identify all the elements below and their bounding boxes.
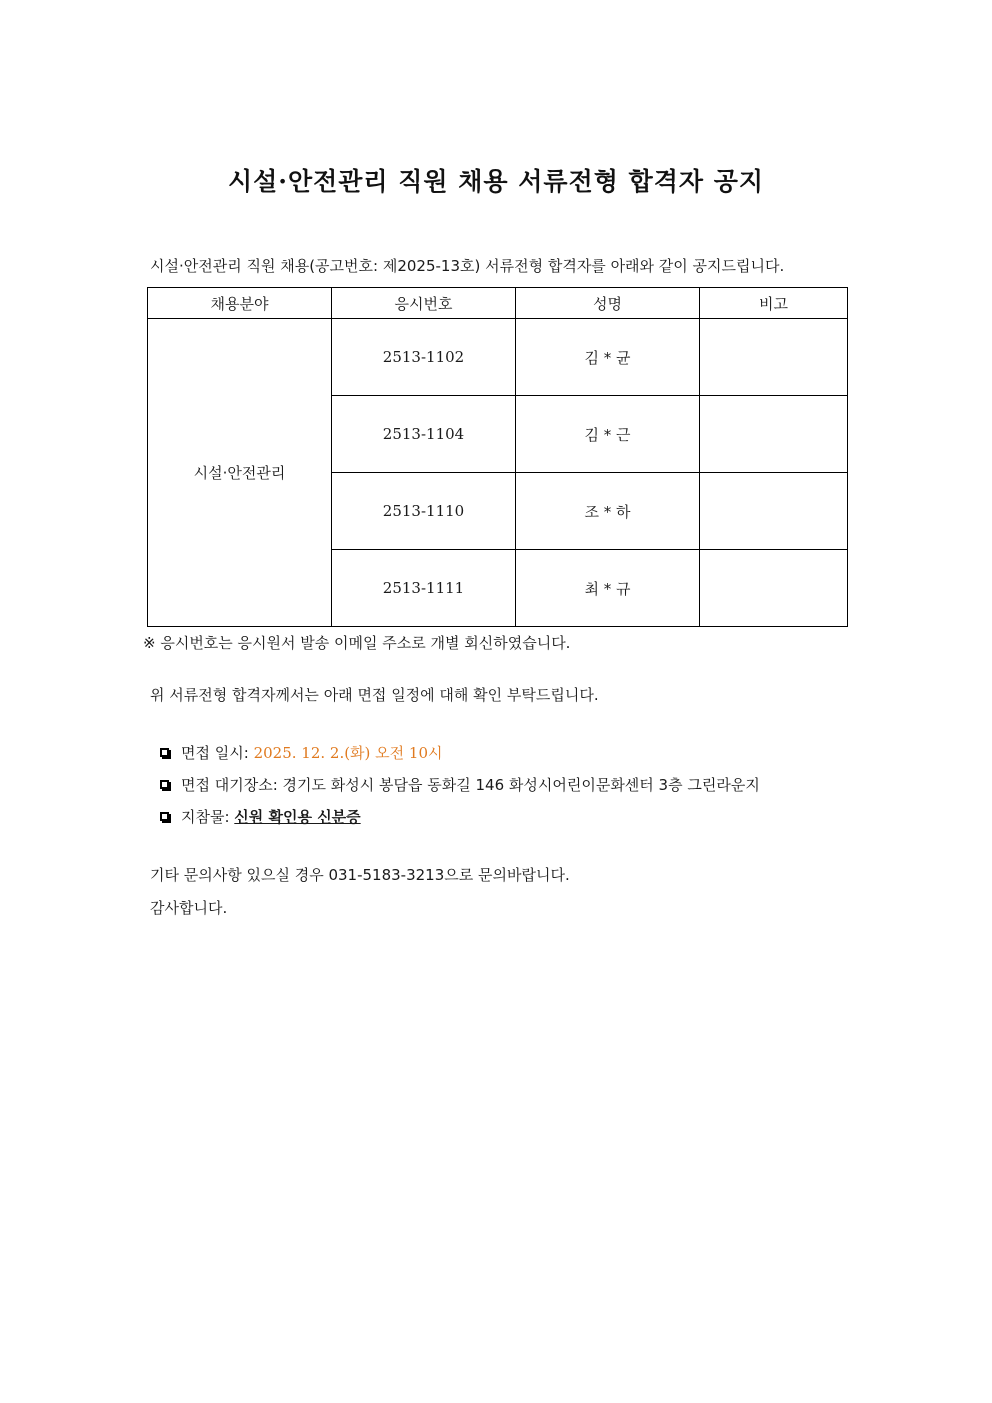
header-number: 응시번호 bbox=[332, 288, 516, 319]
location-item bbox=[160, 768, 760, 800]
intro-text: 시설·안전관리 직원 채용(공고번호: 제2025-13호) 서류전형 합격자를 아래와 같이 공지드립니다. bbox=[150, 257, 785, 275]
header-name: 성명 bbox=[516, 288, 700, 319]
checkbox-icon bbox=[160, 780, 169, 789]
interview-notice: 위 서류전형 합격자께서는 아래 면접 일정에 대해 확인 부탁드립니다. bbox=[150, 686, 599, 704]
table-header-row bbox=[148, 288, 848, 319]
applicant-number: 2513-1110 bbox=[332, 473, 516, 550]
applicant-number: 2513-1111 bbox=[332, 550, 516, 627]
location-value: 경기도 화성시 봉담읍 동화길 146 화성시어린이문화센터 3층 그린라운지 bbox=[282, 775, 760, 794]
applicant-number: 2513-1102 bbox=[332, 319, 516, 396]
note-cell bbox=[700, 396, 848, 473]
checkbox-icon bbox=[160, 812, 169, 821]
applicant-number: 2513-1104 bbox=[332, 396, 516, 473]
items-value: 신원 확인용 신분증 bbox=[234, 807, 361, 826]
page-title: 시설·안전관리 직원 채용 서류전형 합격자 공지 bbox=[227, 167, 765, 196]
applicant-name: 조 * 하 bbox=[516, 473, 700, 550]
results-table bbox=[147, 287, 848, 627]
table-row bbox=[148, 319, 848, 396]
schedule-value: 2025. 12. 2.(화) 오전 10시 bbox=[253, 743, 443, 762]
applicant-name: 최 * 규 bbox=[516, 550, 700, 627]
applicant-name: 김 * 근 bbox=[516, 396, 700, 473]
applicant-name: 김 * 균 bbox=[516, 319, 700, 396]
header-note: 비고 bbox=[700, 288, 848, 319]
items-item bbox=[160, 800, 760, 832]
items-label: 지참물: bbox=[181, 807, 235, 826]
schedule-item bbox=[160, 736, 760, 768]
header-field: 채용분야 bbox=[148, 288, 332, 319]
contact-text: 기타 문의사항 있으실 경우 031-5183-3213으로 문의바랍니다. bbox=[150, 866, 570, 884]
note-cell bbox=[700, 550, 848, 627]
checkbox-icon bbox=[160, 748, 169, 757]
schedule-label: 면접 일시: bbox=[181, 743, 254, 762]
closing-text: 감사합니다. bbox=[150, 899, 228, 917]
note-cell bbox=[700, 319, 848, 396]
interview-details bbox=[160, 736, 760, 832]
location-label: 면접 대기장소: bbox=[181, 775, 283, 794]
footnote: ※ 응시번호는 응시원서 발송 이메일 주소로 개별 회신하였습니다. bbox=[143, 634, 571, 652]
field-cell: 시설·안전관리 bbox=[148, 319, 332, 627]
note-cell bbox=[700, 473, 848, 550]
